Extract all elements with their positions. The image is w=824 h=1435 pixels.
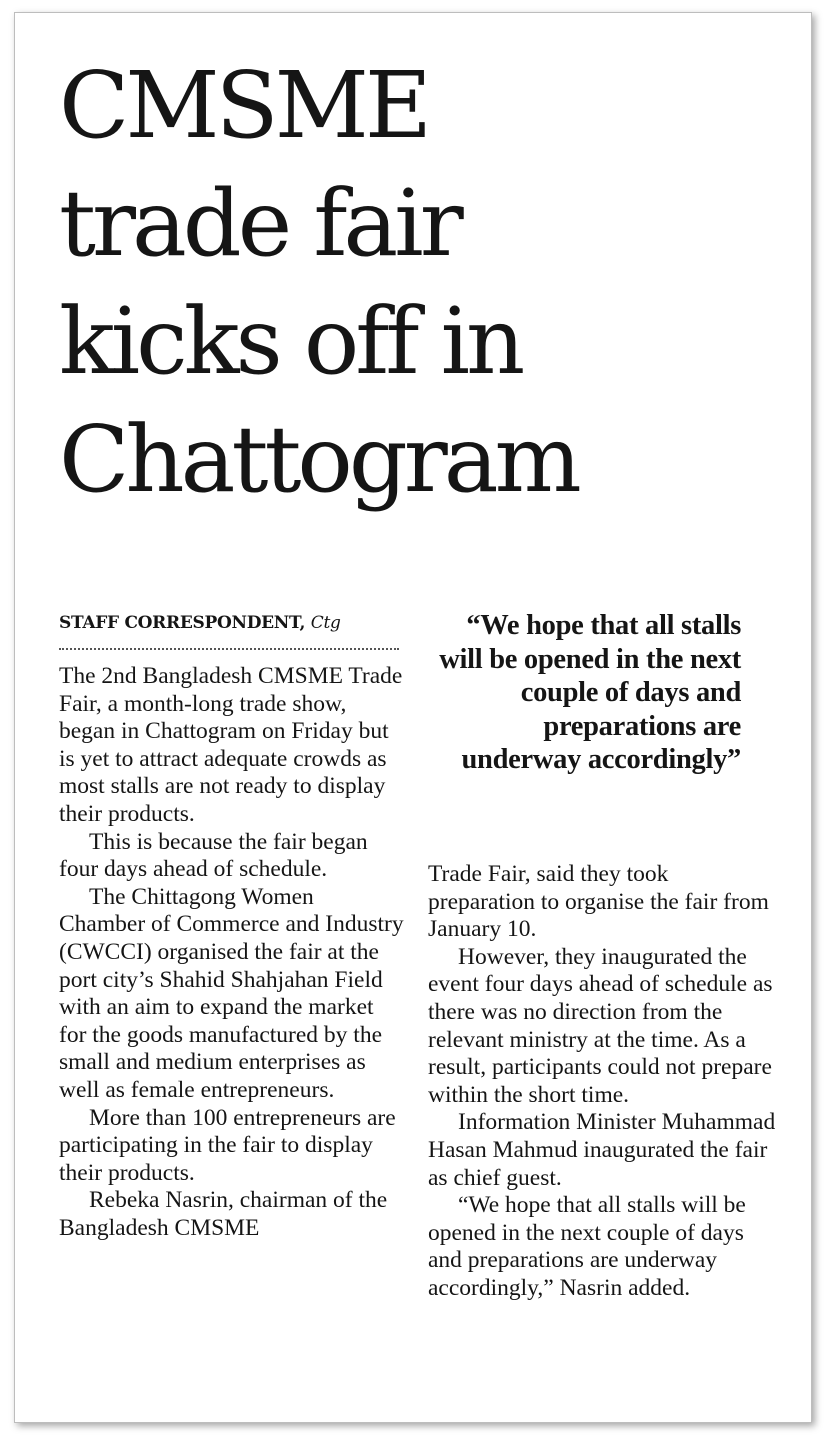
article-clipping bbox=[14, 12, 812, 1423]
body-column-right bbox=[428, 861, 778, 1303]
byline-location: Ctg bbox=[310, 613, 341, 633]
headline-line: Chattogram bbox=[59, 406, 578, 513]
body-paragraph: Trade Fair, said they took preparation to organise the fair from January 10. bbox=[428, 861, 769, 943]
byline-divider bbox=[59, 648, 399, 650]
body-paragraph: This is because the fair began four days ahead of schedule. bbox=[59, 828, 368, 883]
body-paragraph: “We hope that all stalls will be opened in the next couple of days and preparations are underway accordingly,” Nasrin added. bbox=[428, 1192, 746, 1301]
body-column-left bbox=[59, 663, 404, 1242]
body-paragraph: Rebeka Nasrin, chairman of the Bangladesh CMSME bbox=[59, 1187, 388, 1241]
body-paragraph: The 2nd Bangladesh CMSME Trade Fair, a month-long trade show, began in Chattogram on Friday but is yet to attract adequate crowds as most stalls are not ready to display their products. bbox=[59, 663, 403, 827]
headline-line: trade fair bbox=[59, 170, 460, 277]
headline bbox=[59, 47, 804, 519]
byline bbox=[59, 613, 399, 633]
headline-line: kicks off in bbox=[59, 288, 522, 395]
body-paragraph: The Chittagong Women Chamber of Commerce and Industry (CWCCI) organised the fair at the port city’s Shahid Shahjahan Field with an aim to expand the market for the goods manufactured by the small and medium enterprises as well as female entrepreneurs. bbox=[59, 883, 404, 1103]
body-paragraph: Information Minister Muhammad Hasan Mahmud inaugurated the fair as chief guest. bbox=[428, 1109, 776, 1191]
body-paragraph: More than 100 entrepreneurs are participating in the fair to display their products. bbox=[59, 1104, 396, 1186]
byline-author: STAFF CORRESPONDENT, bbox=[59, 613, 306, 633]
pull-quote: “We hope that all stalls will be opened in the next couple of days and preparations are underway accordingly” bbox=[439, 610, 741, 776]
headline-line: CMSME bbox=[59, 52, 428, 159]
body-paragraph: However, they inaugurated the event four days ahead of schedule as there was no direction from the relevant ministry at the time. As a result, participants could not prepare within the short time. bbox=[428, 943, 773, 1108]
